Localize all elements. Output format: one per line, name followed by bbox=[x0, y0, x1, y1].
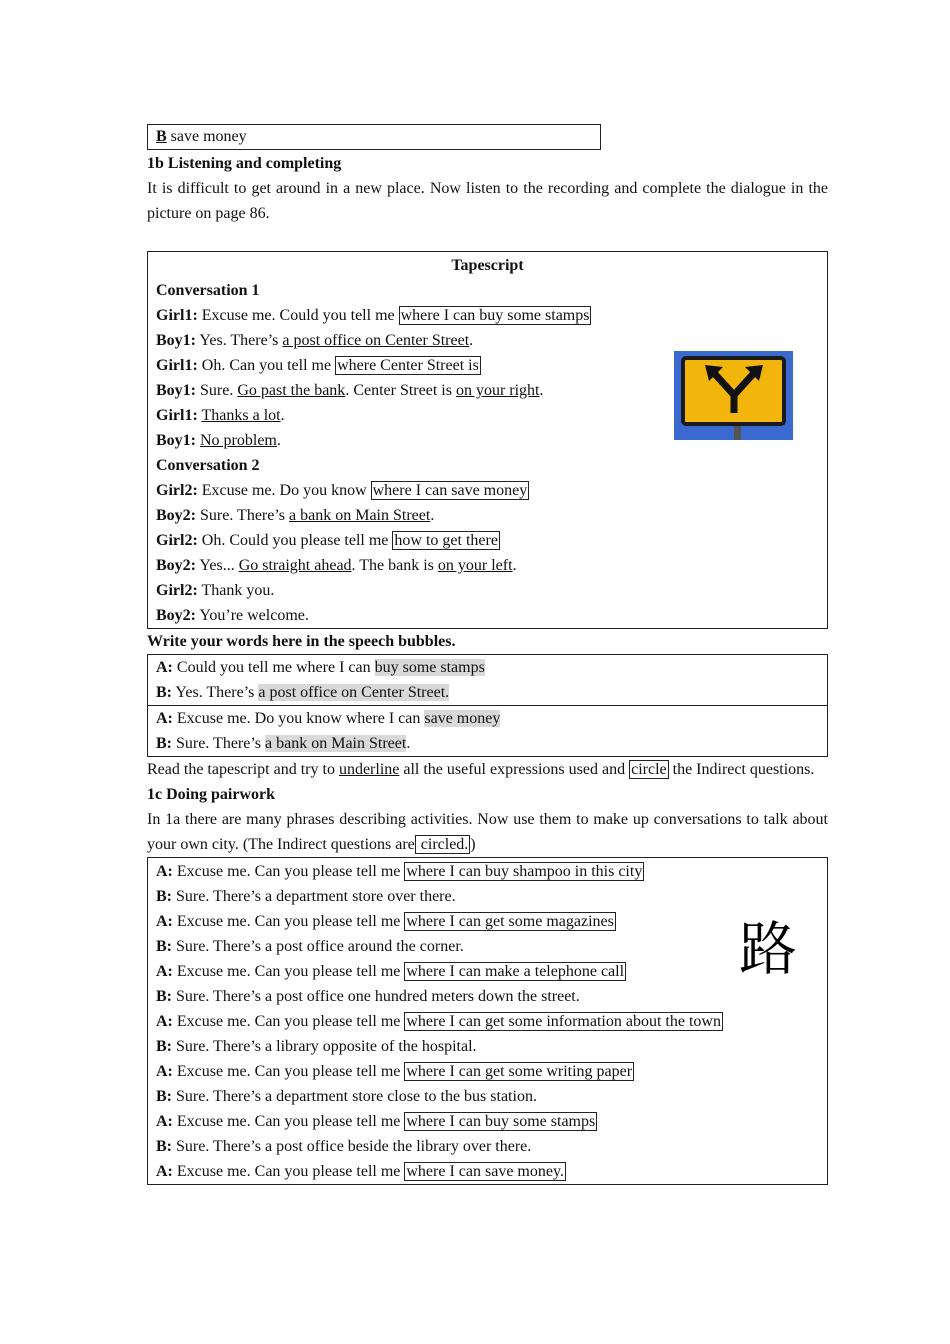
answer-letter: B bbox=[156, 128, 167, 145]
speech-bubbles-heading: Write your words here in the speech bubbles. bbox=[147, 633, 456, 650]
bubble-line: A: Excuse me. Do you know where I can save money bbox=[156, 710, 501, 727]
dialogue-line: Boy2: Sure. There’s a bank on Main Street. bbox=[156, 507, 435, 524]
pairwork-line: A: Excuse me. Can you please tell me where I can save money. bbox=[156, 1163, 564, 1180]
bubble-line: B: Sure. There’s a bank on Main Street. bbox=[156, 735, 411, 752]
dialogue-line: Girl1: Thanks a lot. bbox=[156, 407, 285, 424]
useful-expression: on your right bbox=[455, 382, 540, 399]
speech-bubbles-box bbox=[147, 654, 828, 757]
tapescript-title: Tapescript bbox=[451, 257, 524, 274]
pairwork-line: B: Sure. There’s a post office one hundred meters down the street. bbox=[156, 988, 580, 1005]
dialogue-line: Girl1: Excuse me. Could you tell me where I can buy some stamps bbox=[156, 307, 590, 324]
useful-expression: on your left bbox=[437, 557, 513, 574]
indirect-question: where I can save money. bbox=[406, 1163, 564, 1180]
road-sign-image bbox=[674, 351, 793, 440]
section-1b-intro: It is difficult to get around in a new place. Now listen to the recording and complete the dialogue in the picture on page 86. bbox=[147, 180, 828, 222]
dialogue-line: Boy1: Yes. There’s a post office on Center Street. bbox=[156, 332, 474, 349]
section-1c-intro: In 1a there are many phrases describing activities. Now use them to make up conversations to talk about your own city. (The Indirect questions are circled. ) bbox=[147, 811, 828, 853]
answer-box bbox=[147, 124, 601, 150]
section-1c-heading: 1c Doing pairwork bbox=[147, 786, 275, 803]
bubble-group bbox=[148, 705, 827, 756]
instruction-paragraph: Read the tapescript and try to underline all the useful expressions used and circle the Indirect questions. bbox=[147, 761, 815, 778]
bubble-group bbox=[148, 655, 827, 705]
useful-expression: No problem bbox=[200, 432, 277, 449]
dialogue-line: Girl2: Thank you. bbox=[156, 582, 275, 599]
pairwork-line: A: Excuse me. Can you please tell me where I can get some writing paper bbox=[156, 1063, 633, 1080]
indirect-question: where I can buy some stamps bbox=[406, 1113, 596, 1130]
underline-word: underline bbox=[338, 761, 400, 778]
dialogue-line: Girl2: Excuse me. Do you know where I can save money bbox=[156, 482, 528, 499]
indirect-question: how to get there bbox=[394, 532, 498, 549]
useful-expression: Go straight ahead bbox=[238, 557, 352, 574]
worksheet-page bbox=[147, 124, 828, 1185]
answer-fill: save money bbox=[424, 710, 501, 727]
tapescript-box bbox=[147, 251, 828, 629]
indirect-question: where I can get some magazines bbox=[406, 913, 614, 930]
conversation-1-heading: Conversation 1 bbox=[156, 282, 260, 299]
answer-fill: a post office on Center Street. bbox=[258, 684, 450, 701]
dialogue-line: Boy2: Yes... Go straight ahead. The bank is on your left. bbox=[156, 557, 517, 574]
bubble-line: A: Could you tell me where I can buy some stamps bbox=[156, 659, 485, 676]
circle-word: circle bbox=[631, 761, 667, 778]
pairwork-line: A: Excuse me. Can you please tell me where I can buy shampoo in this city bbox=[156, 863, 643, 880]
indirect-question: where I can buy some stamps bbox=[400, 307, 590, 324]
pairwork-line: A: Excuse me. Can you please tell me where I can make a telephone call bbox=[156, 963, 625, 980]
pairwork-line: B: Sure. There’s a department store close to the bus station. bbox=[156, 1088, 537, 1105]
pairwork-line: B: Sure. There’s a library opposite of the hospital. bbox=[156, 1038, 477, 1055]
useful-expression: Go past the bank bbox=[237, 382, 346, 399]
pairwork-line: A: Excuse me. Can you please tell me where I can get some information about the town bbox=[156, 1013, 721, 1030]
indirect-question: where I can get some writing paper bbox=[406, 1063, 633, 1080]
answer-text: save money bbox=[166, 128, 247, 145]
useful-expression: a bank on Main Street bbox=[289, 507, 431, 524]
dialogue-line: Boy1: No problem. bbox=[156, 432, 281, 449]
dialogue-line: Girl2: Oh. Could you please tell me how to get there bbox=[156, 532, 498, 549]
indirect-question: where Center Street is bbox=[337, 357, 479, 374]
indirect-question: where I can buy shampoo in this city bbox=[406, 863, 643, 880]
useful-expression: a post office on Center Street bbox=[282, 332, 470, 349]
answer-fill: buy some stamps bbox=[374, 659, 485, 676]
fork-arrow-sign-icon bbox=[674, 351, 793, 440]
conversation-2-heading: Conversation 2 bbox=[156, 457, 260, 474]
indirect-question: where I can make a telephone call bbox=[406, 963, 625, 980]
pairwork-line: A: Excuse me. Can you please tell me where I can buy some stamps bbox=[156, 1113, 596, 1130]
pairwork-line: B: Sure. There’s a post office beside the library over there. bbox=[156, 1138, 532, 1155]
dialogue-line: Girl1: Oh. Can you tell me where Center Street is bbox=[156, 357, 479, 374]
section-1b-heading: 1b Listening and completing bbox=[147, 155, 342, 172]
indirect-question: where I can save money bbox=[372, 482, 528, 499]
answer-fill: a bank on Main Street bbox=[265, 735, 407, 752]
bubble-line: B: Yes. There’s a post office on Center Street. bbox=[156, 684, 450, 701]
pairwork-line: B: Sure. There’s a department store over there. bbox=[156, 888, 456, 905]
circled-word: circled. bbox=[416, 836, 469, 853]
road-character-image: 路 bbox=[738, 915, 797, 983]
dialogue-line: Boy1: Sure. Go past the bank. Center Street is on your right. bbox=[156, 382, 544, 399]
pairwork-line: A: Excuse me. Can you please tell me where I can get some magazines bbox=[156, 913, 614, 930]
pairwork-box bbox=[147, 857, 828, 1185]
indirect-question: where I can get some information about the town bbox=[406, 1013, 721, 1030]
dialogue-line: Boy2: You’re welcome. bbox=[156, 607, 309, 624]
useful-expression: Thanks a lot bbox=[201, 407, 281, 424]
pairwork-line: B: Sure. There’s a post office around the corner. bbox=[156, 938, 464, 955]
